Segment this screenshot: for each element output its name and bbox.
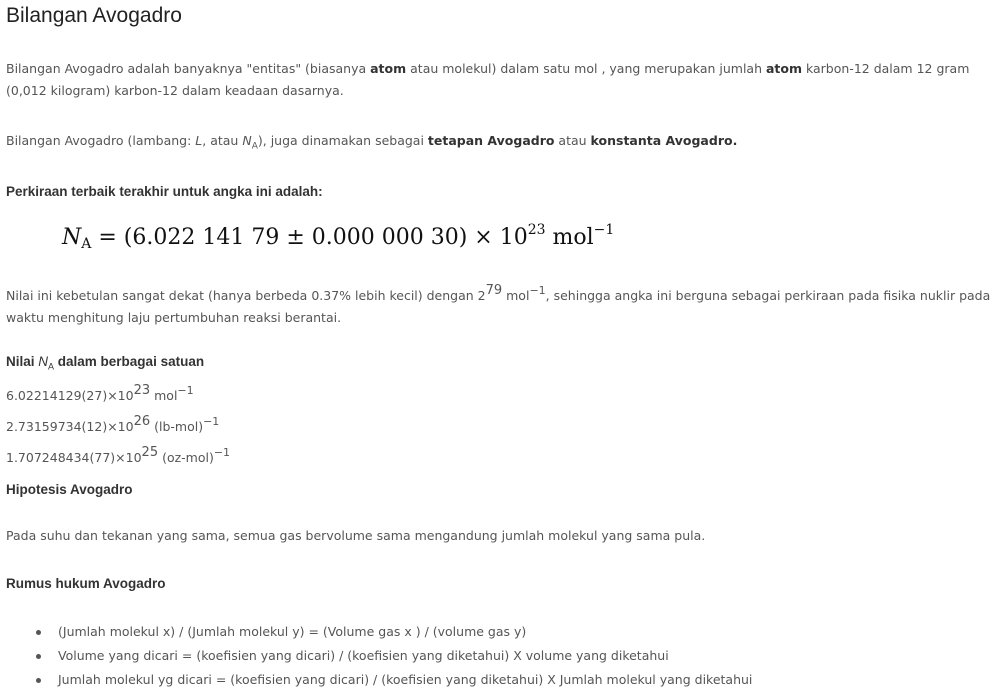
value-base: 6.02214129(27)×10 (6, 388, 134, 403)
formula-unit: mol (545, 225, 594, 250)
text-span: karbon-12 dalam 12 gram (0,012 kilogram) karbon-12 dalam keadaan dasarnya. (6, 61, 970, 98)
nuclear-paragraph (6, 280, 991, 329)
value-row (6, 409, 230, 440)
list-item: Jumlah molekul yg dicari = (koefisien yang dicari) / (koefisien yang diketahui) X Jumlah molekul yang diketahui (36, 668, 752, 692)
symbol-n: N (38, 354, 49, 369)
symbol-paragraph (6, 130, 991, 158)
text-span: mol (502, 288, 530, 303)
formula-n: N (62, 225, 82, 250)
hypothesis-paragraph: Pada suhu dan tekanan yang sama, semua gas bervolume sama mengandung jumlah molekul yang sama pula. (6, 528, 706, 543)
value-unit-exponent: −1 (213, 446, 231, 459)
units-heading (6, 354, 204, 372)
value-exponent: 25 (141, 445, 159, 460)
unit-exponent: −1 (529, 284, 546, 297)
list-item: Volume yang dicari = (koefisien yang dicari) / (koefisien yang diketahui) X volume yang diketahui (36, 644, 752, 668)
text-span: , sehingga angka ini berguna sebagai perkiraan pada fisika nuklir pada waktu menghitung laju pertumbuhan reaksi berantai. (6, 288, 991, 325)
value-base: 2.73159734(12)×10 (6, 419, 134, 434)
formula-bullet-list (36, 620, 752, 692)
value-unit-exponent: −1 (177, 384, 194, 397)
formula-value: = (6.022 141 79 ± 0.000 000 30) × 10 (91, 225, 528, 250)
list-item: (Jumlah molekul x) / (Jumlah molekul y) = (Volume gas x ) / (volume gas y) (36, 620, 752, 644)
formula-heading: Rumus hukum Avogadro (6, 576, 166, 591)
formula-exponent: 23 (527, 222, 546, 238)
text-span: dalam berbagai satuan (54, 354, 205, 369)
text-span: , atau (202, 133, 243, 148)
symbol-n-subscript: A (48, 361, 55, 372)
tetapan-avogadro-link[interactable]: tetapan Avogadro (427, 133, 555, 148)
value-row (6, 440, 230, 471)
text-span: ), juga dinamakan sebagai (257, 133, 428, 148)
value-unit-exponent: −1 (203, 415, 220, 428)
values-list (6, 378, 230, 471)
intro-paragraph (6, 58, 991, 102)
hypothesis-heading: Hipotesis Avogadro (6, 482, 133, 497)
atom-link[interactable]: atom (765, 61, 803, 76)
value-unit: mol (150, 388, 178, 403)
value-unit: (oz-mol) (158, 450, 214, 465)
text-span: atau molekul) dalam satu mol , yang merupakan jumlah (406, 61, 766, 76)
text-span: Bilangan Avogadro (lambang: (6, 133, 196, 148)
text-span: atau (554, 133, 591, 148)
avogadro-formula (62, 222, 614, 252)
power-exponent: 79 (485, 283, 503, 298)
value-row (6, 378, 230, 409)
formula-subscript: A (81, 236, 92, 252)
symbol-n-subscript: A (251, 141, 258, 152)
atom-link[interactable]: atom (370, 61, 407, 76)
symbol-l: L (195, 133, 203, 148)
text-span: Nilai (6, 354, 39, 369)
estimate-heading: Perkiraan terbaik terakhir untuk angka ini adalah: (6, 184, 323, 199)
symbol-n: N (242, 133, 252, 148)
formula-unit-exponent: −1 (593, 222, 615, 238)
text-span: Nilai ini kebetulan sangat dekat (hanya berbeda 0.37% lebih kecil) dengan 2 (6, 288, 486, 303)
konstanta-avogadro-link[interactable]: konstanta Avogadro. (590, 133, 738, 148)
page-title: Bilangan Avogadro (6, 4, 182, 27)
value-unit: (lb-mol) (150, 419, 204, 434)
value-exponent: 23 (133, 383, 151, 398)
value-base: 1.707248434(77)×10 (6, 450, 142, 465)
text-span: Bilangan Avogadro adalah banyaknya "entitas" (biasanya (6, 61, 371, 76)
value-exponent: 26 (133, 414, 151, 429)
